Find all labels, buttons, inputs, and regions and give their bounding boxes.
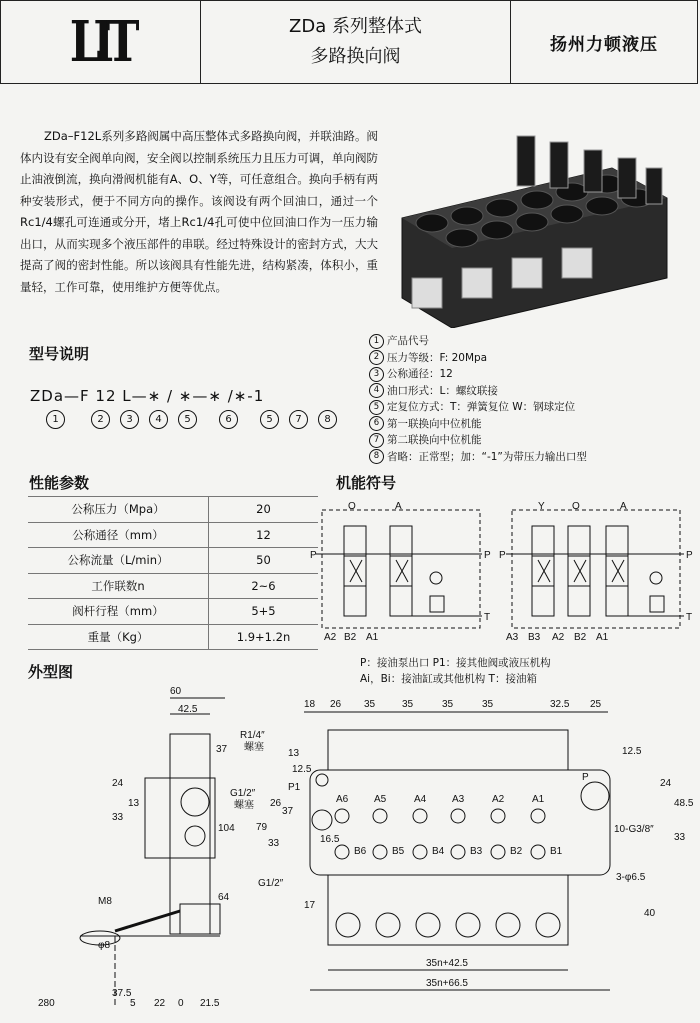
port-label: B2 <box>510 846 523 857</box>
label: O <box>572 501 580 512</box>
label: A1 <box>596 632 609 643</box>
port-label: A5 <box>374 794 387 805</box>
intro-paragraph: ZDa–F12L系列多路阀属中高压整体式多路换向阀，并联油路。阀体内设有安全阀单向阀，安全阀以控制系统压力且压力可调，单向阀防止油液倒流，换向滑阀机能有A、O、Y等，可任意组合。换向手柄有两种安装形式，便于不同方向的操作。该阀设有两个回油口，通过一个Rc1/4螺孔可连通或分开，堵上Rc1/4孔可使中位回油口作为一压力输出口，从而实现多个液压部件的串联。经过特殊设计的密封方式，大大提高了阀的密封性能。所以该阀具有性能先进，结构紧凑，体积小，重量轻，工作可靠，使用维护方便等优点。 <box>20 129 378 294</box>
company-name: 扬州力顿液压 <box>550 34 658 55</box>
outline-heading: 外型图 <box>28 663 74 681</box>
side-view-drawing <box>20 686 250 1018</box>
dim-label: 32.5 <box>550 699 570 710</box>
label: O <box>348 501 356 512</box>
dim-label: 0 <box>178 998 184 1009</box>
label: T <box>686 612 693 623</box>
dim-label: 33 <box>112 812 124 823</box>
header <box>0 0 698 84</box>
model-num: 1 <box>46 410 65 429</box>
dim-label: 37 <box>216 744 228 755</box>
label: A1 <box>366 632 379 643</box>
legend-item: 2 压力等级：F: 20Mpa <box>369 350 587 367</box>
table-row: 阀杆行程（mm） 5+5 <box>28 599 318 625</box>
dim-label: 24 <box>660 778 672 789</box>
dim-label: 64 <box>218 892 230 903</box>
dim-label: 26 <box>270 798 282 809</box>
front-view-drawing <box>230 690 696 1020</box>
dim-label: 12.5 <box>292 764 312 775</box>
function-symbols-heading: 机能符号 <box>336 474 397 492</box>
model-legend <box>369 333 587 465</box>
label: P <box>499 550 506 561</box>
title-line1: ZDa 系列整体式 <box>289 16 422 37</box>
port-label: 螺塞 <box>244 742 264 753</box>
table-row: 公称压力（Mpa） 20 <box>28 497 318 523</box>
dim-label: 12.5 <box>622 746 642 757</box>
label: B2 <box>344 632 357 643</box>
table-row: 工作联数n 2~6 <box>28 573 318 599</box>
model-num: 6 <box>219 410 238 429</box>
port-label: G1/2″ <box>230 788 256 799</box>
label: A <box>620 501 627 512</box>
dim-label: 22 <box>154 998 166 1009</box>
dim-label: 35n+66.5 <box>426 978 468 989</box>
port-label: B6 <box>354 846 367 857</box>
port-label: B1 <box>550 846 563 857</box>
right-diagram-frame <box>512 510 680 628</box>
port-label: B4 <box>432 846 445 857</box>
dim-label: 35n+42.5 <box>426 958 468 969</box>
legend-item: 6 第一联换向中位机能 <box>369 416 587 433</box>
legend-item: 8 省略：正常型；加：“-1”为带压力输出口型 <box>369 449 587 466</box>
company-logo: LIT <box>69 9 132 75</box>
dim-label: 280 <box>38 998 55 1009</box>
port-label: R1/4″ <box>240 730 265 741</box>
dim-label: 10-G3/8″ <box>614 824 654 835</box>
outline-note-1: P：接油泵出口 P1：接其他阀或液压机构 <box>360 657 551 669</box>
label: A2 <box>552 632 565 643</box>
port-label: A4 <box>414 794 427 805</box>
dim-label: 79 <box>256 822 268 833</box>
function-symbol-diagrams <box>306 496 700 646</box>
label: P <box>686 550 693 561</box>
port-label: A2 <box>492 794 505 805</box>
port-label: B5 <box>392 846 405 857</box>
dim-label: 40 <box>644 908 656 919</box>
model-heading: 型号说明 <box>29 345 90 363</box>
legend-item: 5 定复位方式：T：弹簧复位 W：钢球定位 <box>369 399 587 416</box>
dim-label: 13 <box>128 798 140 809</box>
logo-cell <box>1 1 201 83</box>
title-cell <box>201 1 511 83</box>
model-code: ZDa—F 12 L—∗ / ∗—∗ /∗-1 <box>30 387 265 405</box>
dim-label: M8 <box>98 896 112 907</box>
port-label: 螺塞 <box>234 800 254 811</box>
port-label: A6 <box>336 794 349 805</box>
port-label: P1 <box>288 782 301 793</box>
model-num: 4 <box>149 410 168 429</box>
label: A <box>395 501 402 512</box>
dim-label: φ8 <box>98 940 111 951</box>
dim-label: 48.5 <box>674 798 694 809</box>
dim-label: 60 <box>170 686 182 697</box>
dim-label: 42.5 <box>178 704 198 715</box>
label: Y <box>538 501 545 512</box>
port-label: B3 <box>470 846 483 857</box>
dim-label: 37 <box>282 806 294 817</box>
model-num: 2 <box>91 410 110 429</box>
dim-label: 24 <box>112 778 124 789</box>
port-label: P <box>582 772 589 783</box>
port-label: A1 <box>532 794 545 805</box>
dim-label: 26 <box>330 699 342 710</box>
performance-heading: 性能参数 <box>29 474 90 492</box>
model-num: 5 <box>178 410 197 429</box>
dim-label: 35 <box>482 699 494 710</box>
model-num: 5 <box>260 410 279 429</box>
dim-label: 35 <box>402 699 414 710</box>
table-row: 公称流量（L/min） 50 <box>28 548 318 574</box>
model-num: 8 <box>318 410 337 429</box>
table-row: 重量（Kg） 1.9+1.2n <box>28 624 318 650</box>
dim-label: 37.5 <box>112 988 132 999</box>
valve-photo <box>392 128 672 328</box>
legend-item: 1 产品代号 <box>369 333 587 350</box>
label: B2 <box>574 632 587 643</box>
dim-label: 33 <box>674 832 686 843</box>
label: B3 <box>528 632 541 643</box>
table-row: 公称通径（mm） 12 <box>28 522 318 548</box>
dim-label: 5 <box>130 998 136 1009</box>
dim-label: 3-φ6.5 <box>616 872 646 883</box>
legend-item: 4 油口形式：L：螺纹联接 <box>369 383 587 400</box>
dim-label: 21.5 <box>200 998 220 1009</box>
label: P <box>310 550 317 561</box>
dim-label: 33 <box>268 838 280 849</box>
legend-item: 7 第二联换向中位机能 <box>369 432 587 449</box>
label: A2 <box>324 632 337 643</box>
port-label: G1/2″ <box>258 878 284 889</box>
label: T <box>484 612 491 623</box>
performance-table <box>28 496 318 650</box>
dim-label: 104 <box>218 823 235 834</box>
title-line2: 多路换向阀 <box>310 46 401 67</box>
dim-label: 13 <box>288 748 300 759</box>
legend-item: 3 公称通径：12 <box>369 366 587 383</box>
label: A3 <box>506 632 519 643</box>
dim-label: 18 <box>304 699 316 710</box>
port-label: A3 <box>452 794 465 805</box>
dim-label: 35 <box>442 699 454 710</box>
dim-label: 17 <box>304 900 316 911</box>
model-num: 3 <box>120 410 139 429</box>
model-num: 7 <box>289 410 308 429</box>
dim-label: 25 <box>590 699 602 710</box>
outline-note-2: Ai，Bi：接油缸或其他机构 T：接油箱 <box>360 673 537 685</box>
label: P <box>484 550 491 561</box>
dim-label: 35 <box>364 699 376 710</box>
model-number-row <box>46 410 339 429</box>
dim-label: 16.5 <box>320 834 340 845</box>
